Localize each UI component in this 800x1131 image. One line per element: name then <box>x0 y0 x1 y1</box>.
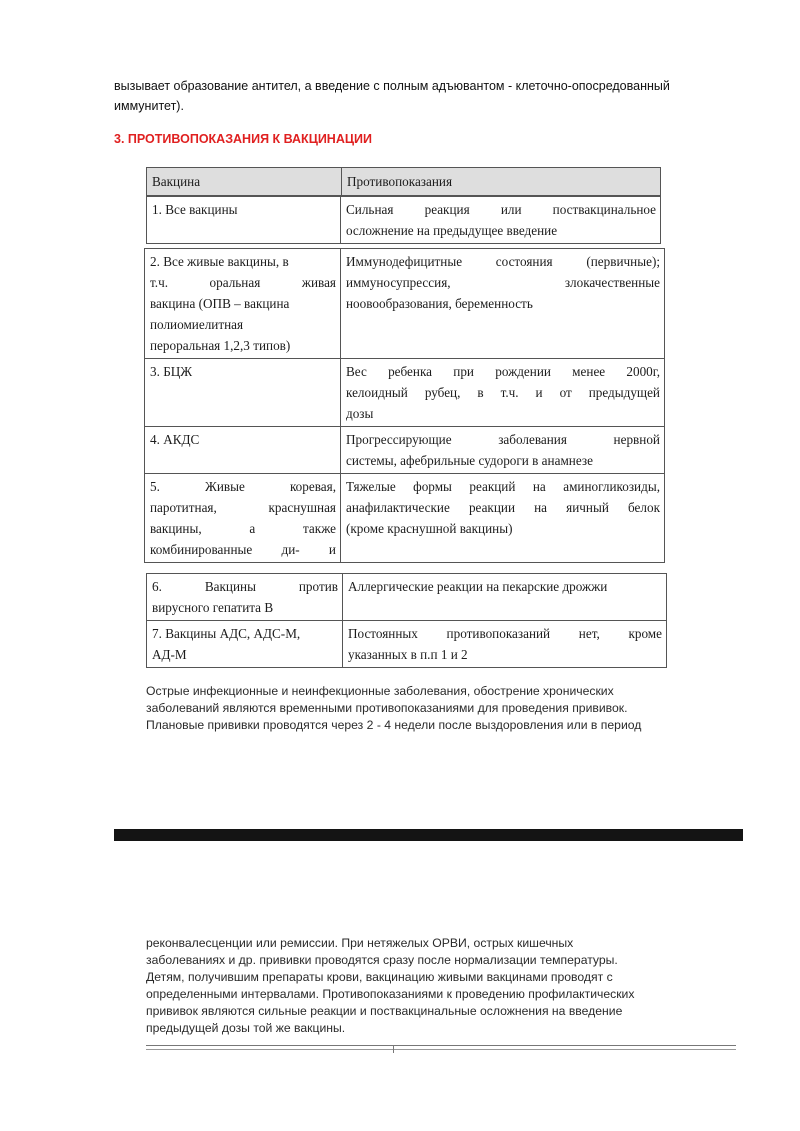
contra-line: иммуносупрессия, злокачественные <box>346 275 660 290</box>
contra-cell <box>341 427 665 474</box>
contra-line: Иммунодефицитные состояния (первичные); <box>346 254 660 269</box>
vaccine-line: полиомиелитная <box>150 317 244 332</box>
contraindications-table-part-1 <box>146 196 661 244</box>
scanned-paragraph-1 <box>146 683 736 734</box>
vaccine-line: 1. Все вакцины <box>152 202 238 217</box>
contra-line: системы, афебрильные судороги в анамнезе <box>346 453 593 468</box>
header-vaccine: Вакцина <box>147 168 342 196</box>
intro-paragraph <box>114 76 734 116</box>
contraindications-table-part-2 <box>144 248 665 563</box>
table-row <box>145 427 665 474</box>
contra-cell <box>341 474 665 563</box>
vaccine-line: 4. АКДС <box>150 432 200 447</box>
contra-line: келоидный рубец, в т.ч. и от предыдущей <box>346 385 660 400</box>
vaccine-line: 5. Живые коревая, <box>150 479 336 494</box>
vaccine-line: 2. Все живые вакцины, в <box>150 254 289 269</box>
text-line: Острые инфекционные и неинфекционные заболевания, обострение хронических <box>146 684 614 698</box>
vaccine-cell <box>145 427 341 474</box>
contra-line: дозы <box>346 406 374 421</box>
contra-line: Постоянных противопоказаний нет, кроме <box>348 626 662 641</box>
vaccine-cell <box>147 574 343 621</box>
contra-line: Прогрессирующие заболевания нервной <box>346 432 660 447</box>
table-row <box>145 249 665 359</box>
vaccine-line: вакцины, а также <box>150 521 336 536</box>
table-column-divider <box>393 1045 394 1053</box>
vaccine-cell <box>147 197 341 244</box>
text-line: прививок являются сильные реакции и поствакцинальные осложнения на введение <box>146 1004 623 1018</box>
page-separator-bar <box>114 829 743 841</box>
text-line: реконвалесценции или ремиссии. При нетяжелых ОРВИ, острых кишечных <box>146 936 574 950</box>
contra-line: (кроме краснушной вакцины) <box>346 521 513 536</box>
vaccine-line: паротитная, краснушная <box>150 500 336 515</box>
contraindications-table-part-3 <box>146 573 667 668</box>
vaccine-line: т.ч. оральная живая <box>150 275 336 290</box>
vaccine-cell <box>145 359 341 427</box>
contra-line: Сильная реакция или поствакцинальное <box>346 202 656 217</box>
contraindications-table-header <box>146 167 661 196</box>
text-line: заболеваниях и др. прививки проводятся сразу после нормализации температуры. <box>146 953 618 967</box>
contra-cell <box>341 197 661 244</box>
contra-line: анафилактические реакции на яичный белок <box>346 500 660 515</box>
vaccine-line: 7. Вакцины АДС, АДС-М, <box>152 626 301 641</box>
vaccine-line: вирусного гепатита В <box>152 600 274 615</box>
table-row <box>147 621 667 668</box>
table-row <box>147 574 667 621</box>
vaccine-line: 6. Вакцины против <box>152 579 338 594</box>
intro-line-1: вызывает образование антител, а введение с полным адъювантом - клеточно-опосредованный <box>114 79 670 93</box>
scanned-paragraph-2 <box>146 935 736 1037</box>
vaccine-line: вакцина (ОПВ – вакцина <box>150 296 290 311</box>
text-line: предыдущей дозы той же вакцины. <box>146 1021 346 1035</box>
text-line: определенными интервалами. Противопоказаниями к проведению профилактических <box>146 987 635 1001</box>
text-line: заболеваний являются временными противопоказаниями для проведения прививок. <box>146 701 628 715</box>
header-contraindications: Противопоказания <box>342 168 661 196</box>
vaccine-line: АД-М <box>152 647 187 662</box>
intro-line-2: иммунитет). <box>114 99 184 113</box>
contra-line: Вес ребенка при рождении менее 2000г, <box>346 364 660 379</box>
table-top-rule <box>146 1045 736 1050</box>
table-row <box>147 197 661 244</box>
text-line: Плановые прививки проводятся через 2 - 4 недели после выздоровления или в период <box>146 718 642 732</box>
contra-line: Аллергические реакции на пекарские дрожжи <box>348 579 608 594</box>
contra-line: осложнение на предыдущее введение <box>346 223 558 238</box>
vaccine-cell <box>145 249 341 359</box>
table-row <box>145 474 665 563</box>
vaccine-line: 3. БЦЖ <box>150 364 193 379</box>
contra-line: нoовообразования, беременность <box>346 296 533 311</box>
contra-line: Тяжелые формы реакций на аминогликозиды, <box>346 479 660 494</box>
contra-cell <box>341 249 665 359</box>
table-row <box>145 359 665 427</box>
vaccine-cell <box>145 474 341 563</box>
contra-cell <box>343 621 667 668</box>
section-title: 3. ПРОТИВОПОКАЗАНИЯ К ВАКЦИНАЦИИ <box>114 132 372 146</box>
vaccine-line: пероральная 1,2,3 типов) <box>150 338 291 353</box>
contra-cell <box>341 359 665 427</box>
contra-cell <box>343 574 667 621</box>
contra-line: указанных в п.п 1 и 2 <box>348 647 468 662</box>
table-header-row <box>147 168 661 196</box>
text-line: Детям, получившим препараты крови, вакцинацию живыми вакцинами проводят с <box>146 970 613 984</box>
vaccine-line: комбинированные ди- и <box>150 542 336 557</box>
vaccine-cell <box>147 621 343 668</box>
